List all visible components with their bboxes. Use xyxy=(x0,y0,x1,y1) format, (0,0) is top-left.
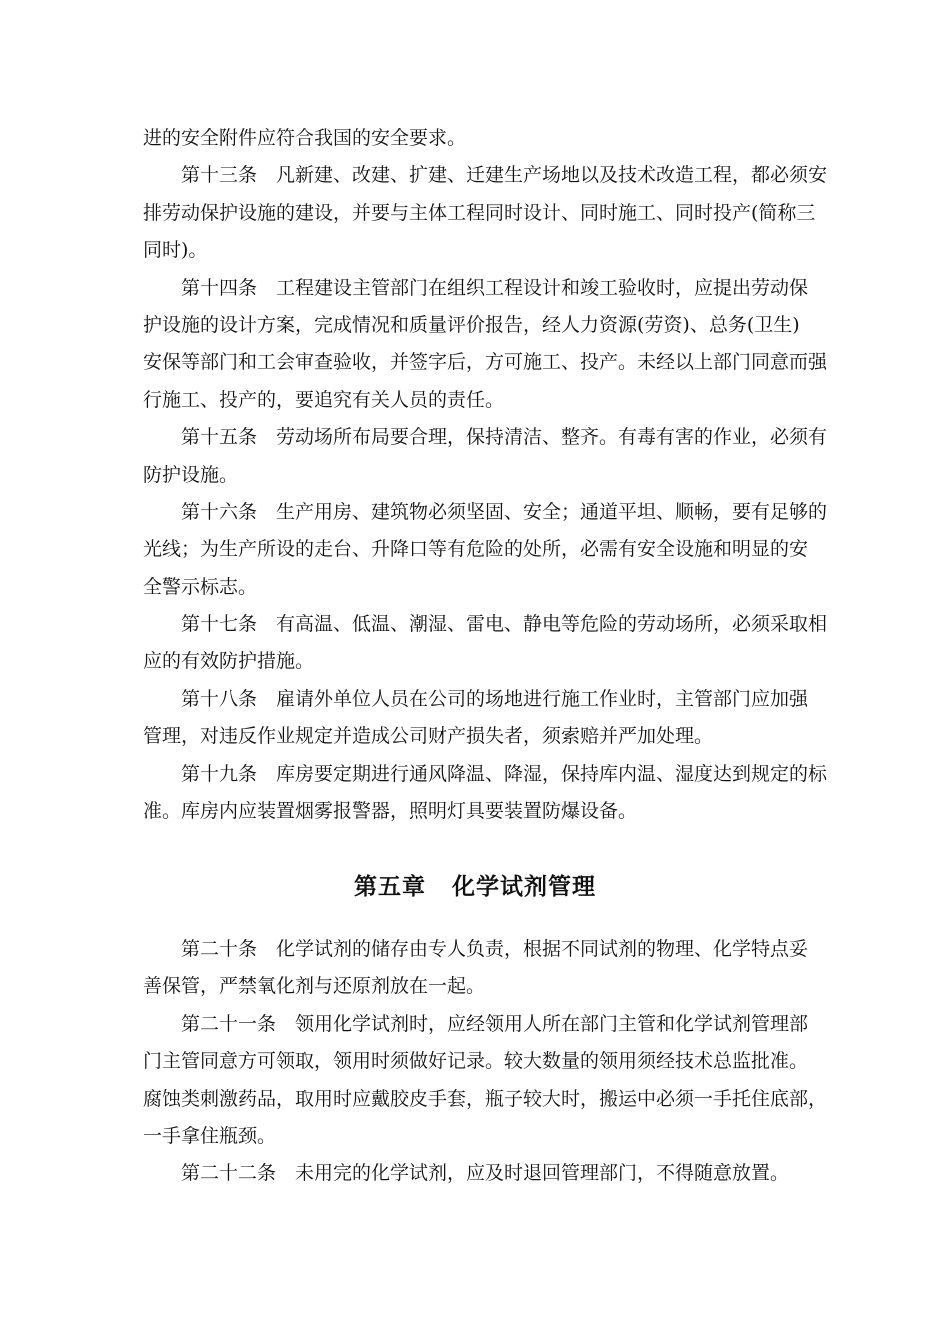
text-line: 准。库房内应装置烟雾报警器，照明灯具要装置防爆设备。 xyxy=(143,800,638,823)
article-15 xyxy=(143,419,828,494)
article-number: 第十七条 xyxy=(181,613,258,636)
article-21 xyxy=(143,1006,828,1156)
article-number: 第十三条 xyxy=(181,164,258,187)
chapter-number: 第五章 xyxy=(354,874,426,900)
text-line: 门主管同意方可领取，领用时须做好记录。较大数量的领用须经技术总监批准。 xyxy=(143,1050,809,1073)
text-line: 防护设施。 xyxy=(143,463,239,486)
article-19 xyxy=(143,756,828,831)
text-line: 生产用房、建筑物必须坚固、安全；通道平坦、顺畅，要有足够的 xyxy=(276,500,828,523)
text-line: 行施工、投产的，要追究有关人员的责任。 xyxy=(143,388,505,411)
continued-paragraph xyxy=(143,120,809,157)
article-number: 第二十条 xyxy=(181,938,258,960)
text-line: 进的安全附件应符合我国的安全要求。 xyxy=(143,127,467,149)
text-line: 安保等部门和工会审查验收，并签字后，方可施工、投产。未经以上部门同意而强 xyxy=(143,351,828,374)
text-line: 库房要定期进行通风降温、降湿，保持库内温、湿度达到规定的标 xyxy=(276,762,828,785)
text-line: 护设施的设计方案，完成情况和质量评价报告，经人力资源(劳资)、总务(卫生) xyxy=(143,313,800,336)
text-line: 工程建设主管部门在组织工程设计和竣工验收时，应提出劳动保 xyxy=(276,276,809,299)
text-line: 同时)。 xyxy=(143,239,208,262)
article-number: 第十六条 xyxy=(181,500,258,523)
text-line: 应的有效防护措施。 xyxy=(143,650,315,673)
text-line: 腐蚀类刺激药品，取用时应戴胶皮手套，瓶子较大时，搬运中必须一手托住底部， xyxy=(143,1087,828,1110)
text-line: 管理，对违反作业规定并造成公司财产损失者，须索赔并严加处理。 xyxy=(143,725,714,748)
article-20 xyxy=(143,931,809,1006)
text-line: 全警示标志。 xyxy=(143,575,258,598)
body-text-chapter-five xyxy=(143,931,828,1193)
article-number: 第十五条 xyxy=(181,426,258,449)
text-line: 未用完的化学试剂，应及时退回管理部门，不得随意放置。 xyxy=(295,1162,790,1185)
article-number: 第十八条 xyxy=(181,687,258,710)
text-line: 一手拿住瓶颈。 xyxy=(143,1124,277,1147)
text-line: 领用化学试剂时，应经领用人所在部门主管和化学试剂管理部 xyxy=(295,1012,809,1035)
article-14 xyxy=(143,270,828,420)
text-line: 雇请外单位人员在公司的场地进行施工作业时，主管部门应加强 xyxy=(276,687,809,710)
article-18 xyxy=(143,681,809,756)
text-line: 劳动场所布局要合理，保持清洁、整齐。有毒有害的作业，必须有 xyxy=(276,426,828,449)
article-16 xyxy=(143,494,828,606)
article-number: 第十四条 xyxy=(181,276,258,299)
text-line: 凡新建、改建、扩建、迁建生产场地以及技术改造工程，都必须安 xyxy=(276,164,828,187)
article-number: 第二十二条 xyxy=(181,1162,277,1185)
text-line: 光线；为生产所设的走台、升降口等有危险的处所，必需有安全设施和明显的安 xyxy=(143,538,809,561)
text-line: 善保管，严禁氧化剂与还原剂放在一起。 xyxy=(143,975,486,998)
chapter-heading xyxy=(0,868,950,901)
body-text-before-chapter xyxy=(143,120,828,830)
chapter-title: 化学试剂管理 xyxy=(452,874,596,900)
article-13 xyxy=(143,157,828,269)
text-line: 有高温、低温、潮湿、雷电、静电等危险的劳动场所，必须采取相 xyxy=(276,613,828,636)
article-22 xyxy=(143,1155,809,1192)
article-number: 第二十一条 xyxy=(181,1012,277,1035)
text-line: 排劳动保护设施的建设，并要与主体工程同时设计、同时施工、同时投产(简称三 xyxy=(143,201,816,224)
article-number: 第十九条 xyxy=(181,762,258,785)
text-line: 化学试剂的储存由专人负责，根据不同试剂的物理、化学特点妥 xyxy=(276,938,809,960)
article-17 xyxy=(143,606,828,681)
